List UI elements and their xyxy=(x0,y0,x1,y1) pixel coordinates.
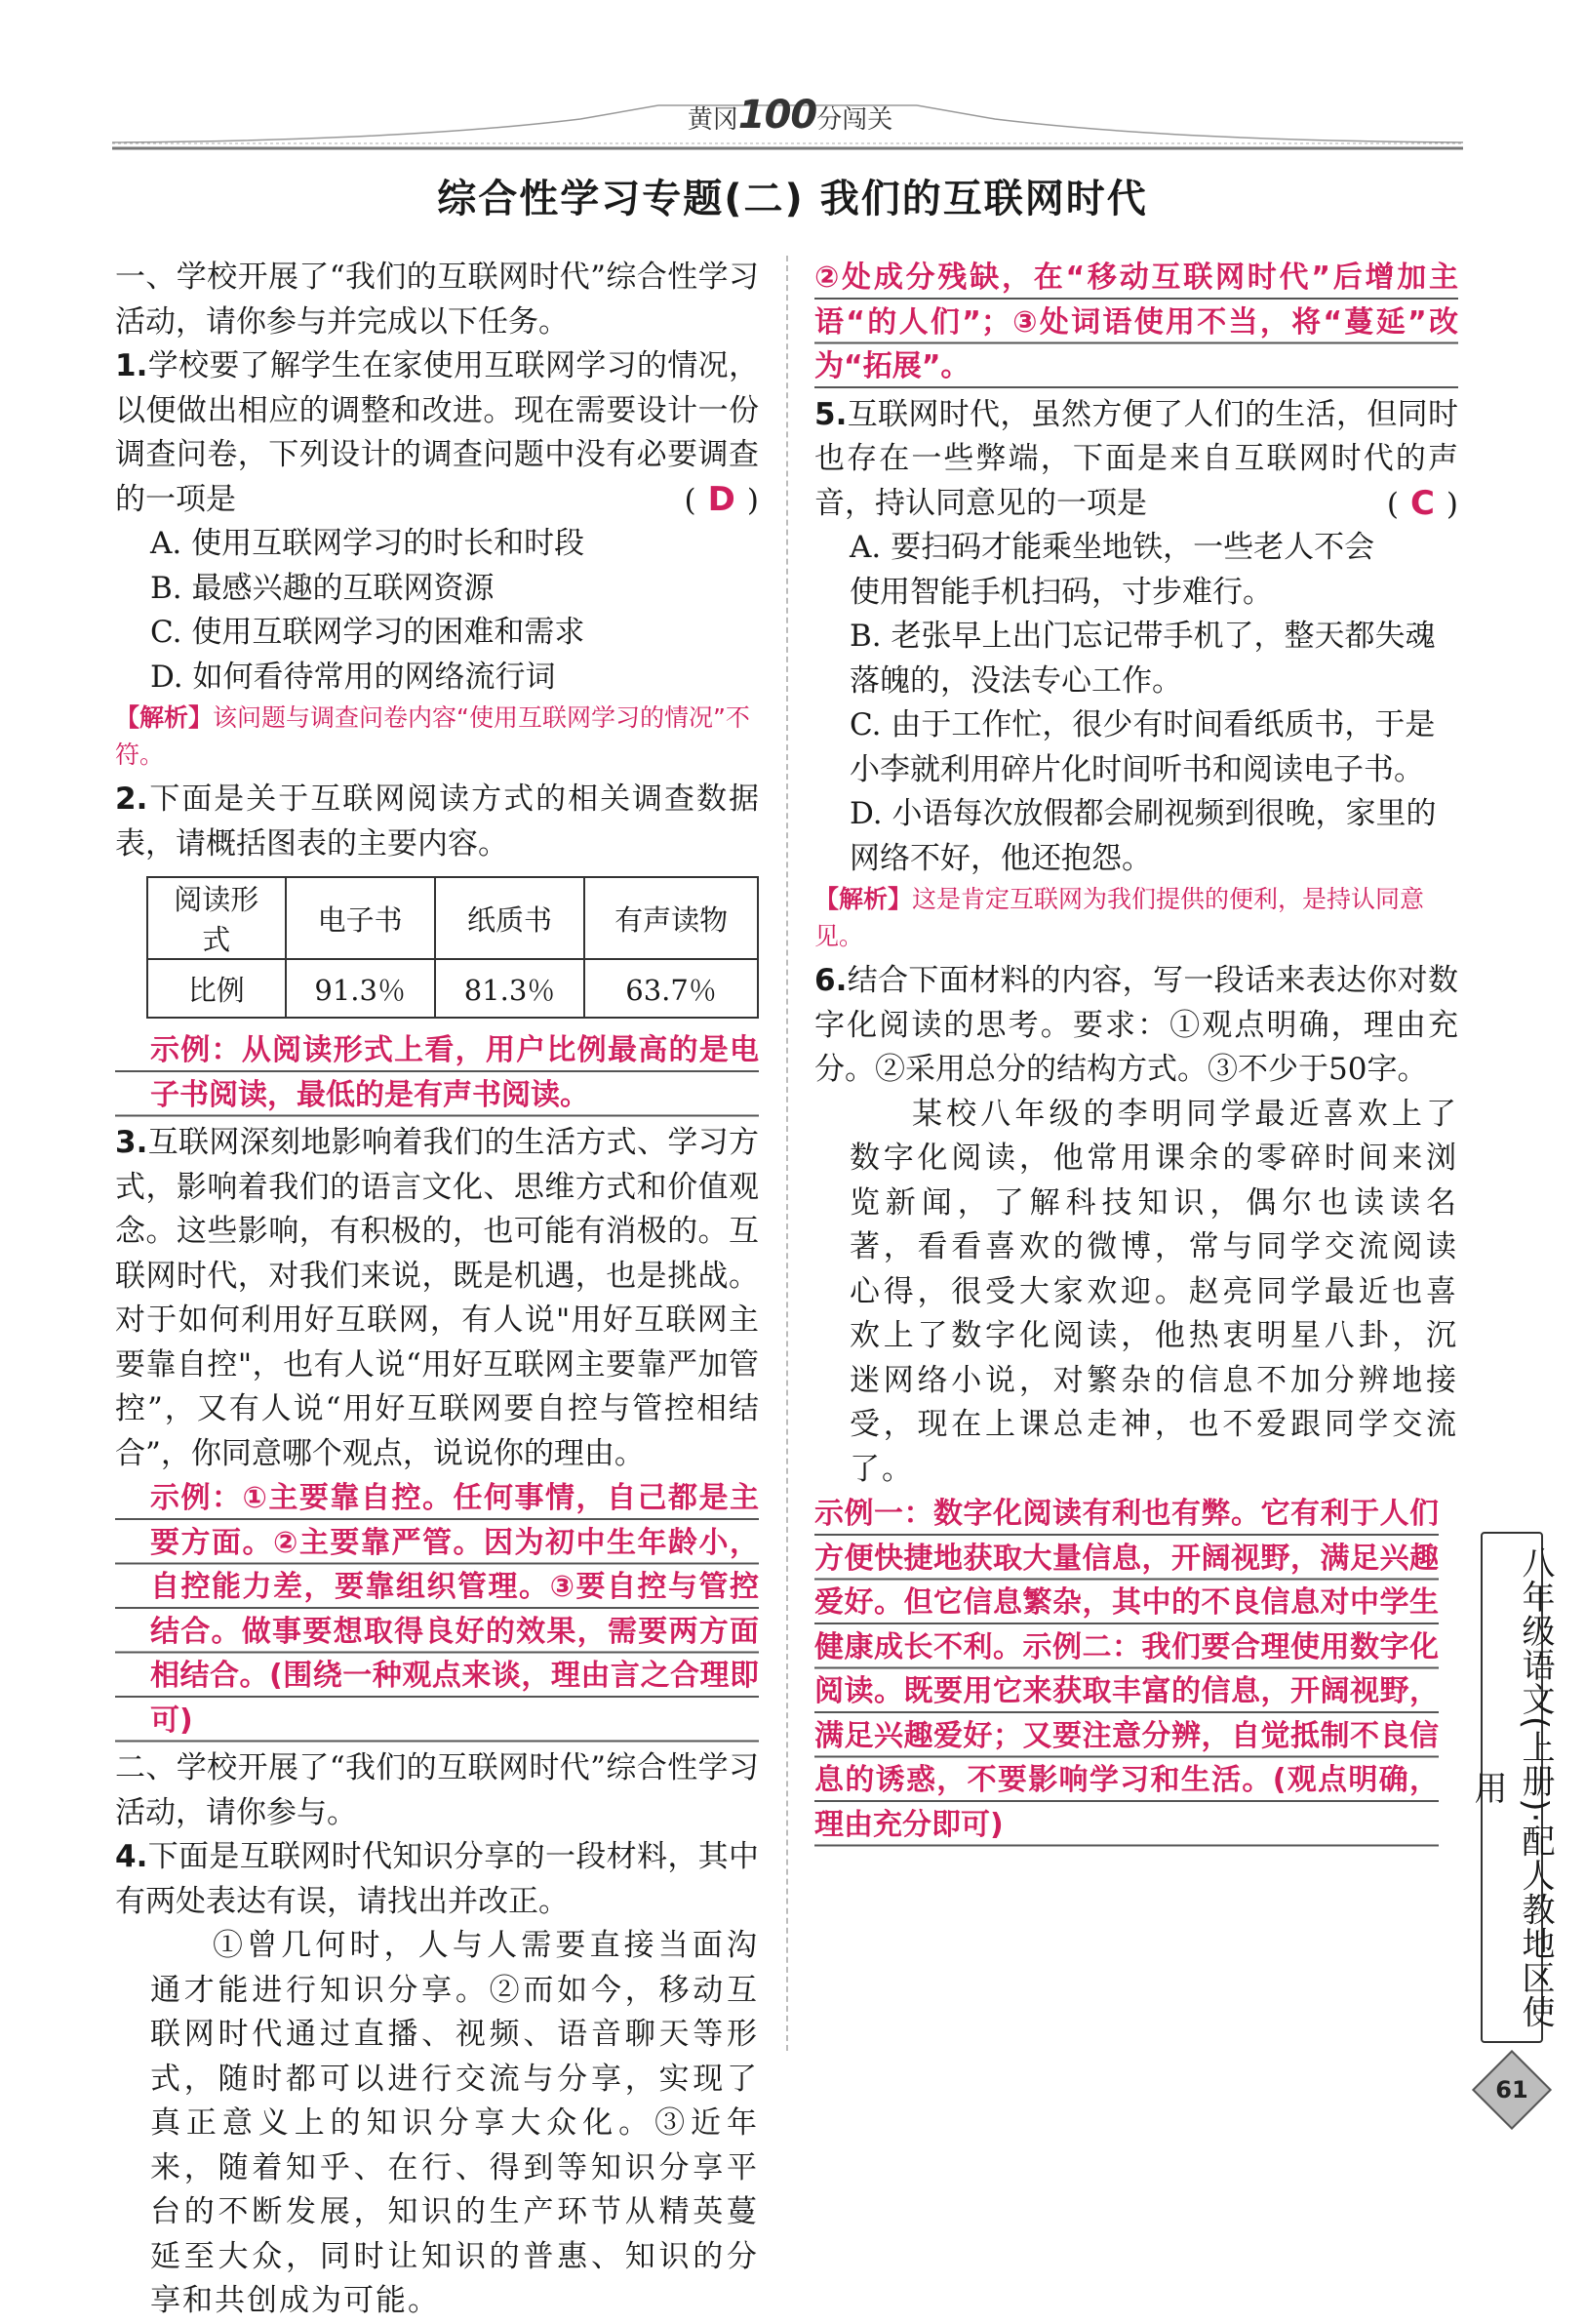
q1-stem xyxy=(115,344,759,522)
q1-analysis-text: 该问题与调查问卷内容“使用互联网学习的情况”不符。 xyxy=(115,703,750,769)
column-divider xyxy=(786,256,788,2051)
section2-intro: 二、学校开展了“我们的互联网时代”综合性学习活动，请你参与。 xyxy=(115,1750,759,1830)
q5-option-c: C. 由于工作忙，很少有时间看纸质书，于是小李就利用碎片化时间听书和阅读电子书。 xyxy=(850,707,1436,787)
right-column xyxy=(814,256,1458,1847)
q3-answer: 示例：①主要靠自控。任何事情，自己都是主要方面。②主要靠严管。因为初中生年龄小，自控能力差，要靠组织管理。③要自控与管控结合。做事要想取得良好的效果，需要两方面相结合。(围绕一种观点来谈，理由言之合理即可) xyxy=(115,1476,759,1743)
q2-number: 2. xyxy=(115,781,148,817)
q5-stem xyxy=(814,393,1458,527)
q1-option-d: D. 如何看待常用的网络流行词 xyxy=(150,659,556,695)
survey-cell: 比例 xyxy=(147,959,286,1018)
q1-choice: ( D ) xyxy=(684,479,759,519)
page-number-badge xyxy=(1471,2049,1553,2131)
q4-number: 4. xyxy=(115,1839,148,1874)
q1-number: 1. xyxy=(115,348,148,383)
q1-option-b: B. 最感兴趣的互联网资源 xyxy=(150,570,495,606)
survey-header-cell: 电子书 xyxy=(286,877,435,959)
q1-option-c: C. 使用互联网学习的困难和需求 xyxy=(150,615,585,650)
left-column xyxy=(115,256,759,2324)
page-number: 61 xyxy=(1495,2076,1528,2104)
survey-cell: 63.7％ xyxy=(584,959,758,1018)
q5-option-d: D. 小语每次放假都会刷视频到很晚，家里的网络不好，他还抱怨。 xyxy=(850,796,1437,876)
q1-option-a: A. 使用互联网学习的时长和时段 xyxy=(150,526,585,561)
header-brand-suffix: 分闯关 xyxy=(816,105,893,135)
q6-answer: 示例一：数字化阅读有利也有弊。它有利于人们方便快捷地获取大量信息，开阔视野，满足兴趣爱好。但它信息繁杂，其中的不良信息对中学生健康成长不利。示例二：我们要合理使用数字化阅读。既要用它来获取丰富的信息，开阔视野，满足兴趣爱好；又要注意分辨，自觉抵制不良信息的诱惑，不要影响学习和生活。(观点明确，理由充分即可) xyxy=(814,1492,1439,1847)
survey-header-cell: 有声读物 xyxy=(584,877,758,959)
header-brand-prefix: 黄冈 xyxy=(687,105,738,135)
grade-subject-tab: 八年级语文(上册)·配人教地区使用 xyxy=(1481,1532,1543,2043)
q4-stem xyxy=(115,1835,759,1924)
q4-text: 下面是互联网时代知识分享的一段材料，其中有两处表达有误，请找出并改正。 xyxy=(115,1839,759,1919)
survey-table-header xyxy=(147,877,758,959)
q5-option-a: A. 要扫码才能乘坐地铁，一些老人不会使用智能手机扫码，寸步难行。 xyxy=(850,530,1375,610)
q4-material: ①曾几何时，人与人需要直接当面沟通才能进行知识分享。②而如今，移动互联网时代通过直播、视频、语音聊天等形式，随时都可以进行交流与分享，实现了真正意义上的知识分享大众化。③近年来，随着知乎、在行、得到等知识分享平台的不断发展，知识的生产环节从精英蔓延至大众，同时让知识的普惠、知识的分享和共创成为可能。 xyxy=(150,1928,759,2318)
q6-stem xyxy=(814,959,1458,1093)
q2-answer: 示例：从阅读形式上看，用户比例最高的是电子书阅读，最低的是有声书阅读。 xyxy=(115,1028,759,1117)
q5-text: 互联网时代，虽然方便了人们的生活，但同时也存在一些弊端，下面是来自互联网时代的声音，持认同意见的一项是 xyxy=(814,396,1458,521)
q5-analysis-tag: 【解析】 xyxy=(814,885,913,913)
page-title: 综合性学习专题(二) 我们的互联网时代 xyxy=(437,177,1148,221)
survey-header-cell: 阅读形式 xyxy=(147,877,286,959)
survey-header-cell: 纸质书 xyxy=(435,877,584,959)
q2-text: 下面是关于互联网阅读方式的相关调查数据表，请概括图表的主要内容。 xyxy=(115,781,759,861)
survey-cell: 91.3％ xyxy=(286,959,435,1018)
q4-answer: ②处成分残缺，在“移动互联网时代”后增加主语“的人们”；③处词语使用不当，将“蔓延”改为“拓展”。 xyxy=(814,256,1458,389)
q5-answer: C xyxy=(1409,483,1435,523)
q5-choice: ( C ) xyxy=(1386,483,1458,523)
q6-material: 某校八年级的李明同学最近喜欢上了数字化阅读，他常用课余的零碎时间来浏览新闻，了解科技知识，偶尔也读读名著，看看喜欢的微博，常与同学交流阅读心得，很受大家欢迎。赵亮同学最近也喜欢上了数字化阅读，他热衷明星八卦，沉迷网络小说，对繁杂的信息不加分辨地接受，现在上课总走神，也不爱跟同学交流了。 xyxy=(850,1096,1458,1487)
q1-analysis-tag: 【解析】 xyxy=(115,703,214,732)
q3-number: 3. xyxy=(115,1125,148,1160)
q3-stem xyxy=(115,1121,759,1476)
q5-analysis xyxy=(814,881,1458,955)
q5-number: 5. xyxy=(814,396,848,432)
section1-intro: 一、学校开展了“我们的互联网时代”综合性学习活动，请你参与并完成以下任务。 xyxy=(115,260,759,340)
q5-analysis-text: 这是肯定互联网为我们提供的便利，是持认同意见。 xyxy=(814,885,1425,950)
q3-text: 互联网深刻地影响着我们的生活方式、学习方式，影响着我们的语言文化、思维方式和价值观念。这些影响，有积极的，也可能有消极的。互联网时代，对我们来说，既是机遇，也是挑战。对于如何利用好互联网，有人说"用好互联网主要靠自控"，也有人说“用好互联网主要靠严加管控”，又有人说“用好互联网要自控与管控相结合”，你同意哪个观点，说说你的理由。 xyxy=(115,1125,759,1471)
header-brand xyxy=(644,93,936,138)
q1-answer: D xyxy=(707,479,735,519)
survey-table xyxy=(146,876,759,1019)
q1-text: 学校要了解学生在家使用互联网学习的情况，以便做出相应的调整和改进。现在需要设计一份调查问卷，下列设计的调查问题中没有必要调查的一项是 xyxy=(115,348,759,517)
q2-stem xyxy=(115,778,759,866)
survey-table-row xyxy=(147,959,758,1018)
q5-option-b: B. 老张早上出门忘记带手机了，整天都失魂落魄的，没法专心工作。 xyxy=(850,619,1436,699)
q6-text: 结合下面材料的内容，写一段话来表达你对数字化阅读的思考。要求：①观点明确，理由充分。②采用总分的结构方式。③不少于50字。 xyxy=(814,963,1458,1087)
q6-number: 6. xyxy=(814,963,848,998)
q1-analysis xyxy=(115,700,759,774)
header-brand-number: 100 xyxy=(737,93,817,138)
survey-cell: 81.3％ xyxy=(435,959,584,1018)
